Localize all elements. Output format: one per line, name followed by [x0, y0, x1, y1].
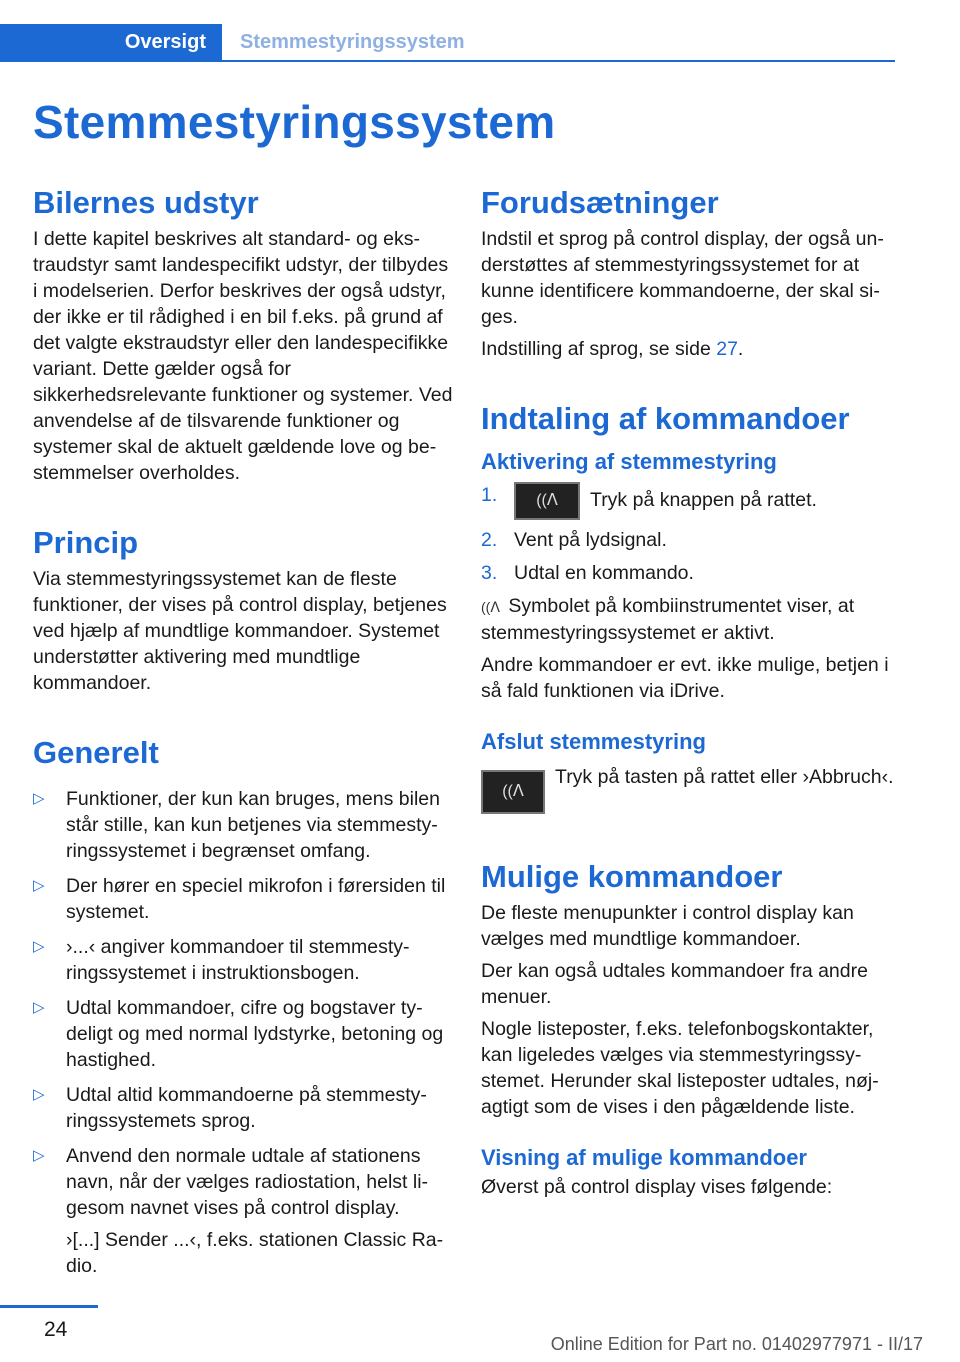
- heading-indtaling: Indtaling af kommandoer: [481, 401, 850, 436]
- voice-control-button-icon: ((ᐱ: [514, 482, 580, 520]
- symbol-text: ((ᐱ Symbolet på kombiinstrumentet viser, at stemmestyringssystemet er aktivt.: [481, 595, 855, 644]
- list-item: ▷ Udtal altid kommandoerne på stemmestyringssystemets sprog.: [33, 1084, 427, 1132]
- footer-edition: Online Edition for Part no. 01402977971 - II/17: [550, 1334, 923, 1354]
- step-number: 1.: [481, 484, 498, 506]
- step-number: 2.: [481, 529, 498, 551]
- voice-control-button-icon: ((ᐱ: [481, 770, 545, 814]
- end-voice-control-row: ((ᐱ Tryk på tasten på rattet eller ›Abbruch‹.: [481, 764, 901, 824]
- page-title: Stemmestyringssystem: [33, 96, 556, 148]
- heading-princip: Princip: [33, 525, 139, 560]
- voice-control-symbol-icon: ((ᐱ: [481, 599, 500, 615]
- triangle-bullet-icon: ▷: [33, 999, 45, 1016]
- header-rule: [0, 60, 895, 62]
- page-number-rule: [0, 1305, 98, 1308]
- triangle-bullet-icon: ▷: [33, 877, 45, 894]
- heading-generelt: Generelt: [33, 735, 159, 770]
- tab-stemmestyringssystem[interactable]: Stemmestyringssystem: [240, 31, 465, 53]
- page-ref-link[interactable]: 27: [716, 338, 738, 360]
- list-item: ▷ Anvend den normale udtale af stationens navn, når der vælges radiostation, helst ligesom navnet vises på control display.: [33, 1145, 429, 1219]
- header-tabbar: [0, 24, 895, 62]
- right-column: [481, 180, 901, 1206]
- princip-text: Via stemmestyringssystemet kan de fleste funktioner, der vises på control display, betjenes ved hjælp af mundtlige kommandoer. Systemet understøtter aktivering med mundtlige kommandoer.: [33, 568, 447, 694]
- subheading-aktivering: Aktivering af stemmestyring: [481, 449, 777, 474]
- list-item: ▷ Der hører en speciel mikrofon i førersiden til systemet.: [33, 875, 446, 923]
- list-item: 3. Udtal en kommando.: [481, 562, 694, 584]
- other-commands-text: Andre kommandoer er evt. ikke mulige, betjen i så fald funktionen via iDrive.: [481, 654, 889, 702]
- activation-steps: [481, 482, 901, 586]
- triangle-bullet-icon: ▷: [33, 1086, 45, 1103]
- step-number: 3.: [481, 562, 498, 584]
- heading-mulige-kommandoer: Mulige kommandoer: [481, 859, 783, 894]
- page-number: 24: [44, 1318, 68, 1341]
- heading-forudsaetninger: Forudsætninger: [481, 185, 719, 220]
- list-item: 1. ((ᐱ Tryk på knappen på rattet.: [481, 482, 901, 520]
- left-column: [33, 180, 453, 1285]
- subheading-visning: Visning af mulige kommandoer: [481, 1145, 807, 1170]
- triangle-bullet-icon: ▷: [33, 938, 45, 955]
- list-item: ▷ Funktioner, der kun kan bruges, mens bilen står stille, kan kun betjenes via stemmestyringssystemet i begrænset omfang.: [33, 788, 440, 862]
- subheading-afslut: Afslut stemmestyring: [481, 729, 706, 754]
- list-item: 2. Vent på lydsignal.: [481, 529, 667, 551]
- generelt-extra-text: ›[...] Sender ...‹, f.eks. stationen Classic Radio.: [66, 1229, 444, 1277]
- triangle-bullet-icon: ▷: [33, 1147, 45, 1164]
- forudsaetninger-text: Indstil et sprog på control display, der også understøttes af stemmestyringssystemet for at kunne identificere kommandoerne, der skal siges.: [481, 228, 884, 328]
- language-ref-text: Indstilling af sprog, se side 27.: [481, 338, 744, 360]
- tab-oversigt[interactable]: Oversigt: [0, 24, 222, 60]
- mulige-text-3: Nogle listeposter, f.eks. telefonbogskontakter, kan ligeledes vælges via stemmestyringssystemet. Herunder skal listeposter udtales, nøjagtigt som de vises i den pågældende liste.: [481, 1018, 879, 1118]
- list-item: ▷ Udtal kommandoer, cifre og bogstaver tydeligt og med normal lydstyrke, betoning og hastighed.: [33, 997, 444, 1071]
- list-item: ▷ ›...‹ angiver kommandoer til stemmestyringssystemet i instruktionsbogen.: [33, 936, 410, 984]
- generelt-list: [33, 786, 453, 1221]
- visning-text: Øverst på control display vises følgende:: [481, 1176, 833, 1198]
- mulige-text-1: De fleste menupunkter i control display kan vælges med mundtlige kommandoer.: [481, 902, 854, 950]
- heading-bilernes-udstyr: Bilernes udstyr: [33, 185, 259, 220]
- udstyr-text: I dette kapitel beskrives alt standard- og ekstraudstyr samt landespecifikt udstyr, der tilbydes i modelserien. Derfor beskrives der også udstyr, der ikke er til rådighed i en bil f.eks. på grund af det valgte ekstraudstyr eller den landespecifikke variant. Dette gælder også for sikkerhedsrelevante funktioner og systemer. Ved anvendelse af de tilsvarende funktioner og systemer skal de aktuelt gældende love og bestemmelser overholdes.: [33, 228, 453, 484]
- mulige-text-2: Der kan også udtales kommandoer fra andre menuer.: [481, 960, 868, 1008]
- triangle-bullet-icon: ▷: [33, 790, 45, 807]
